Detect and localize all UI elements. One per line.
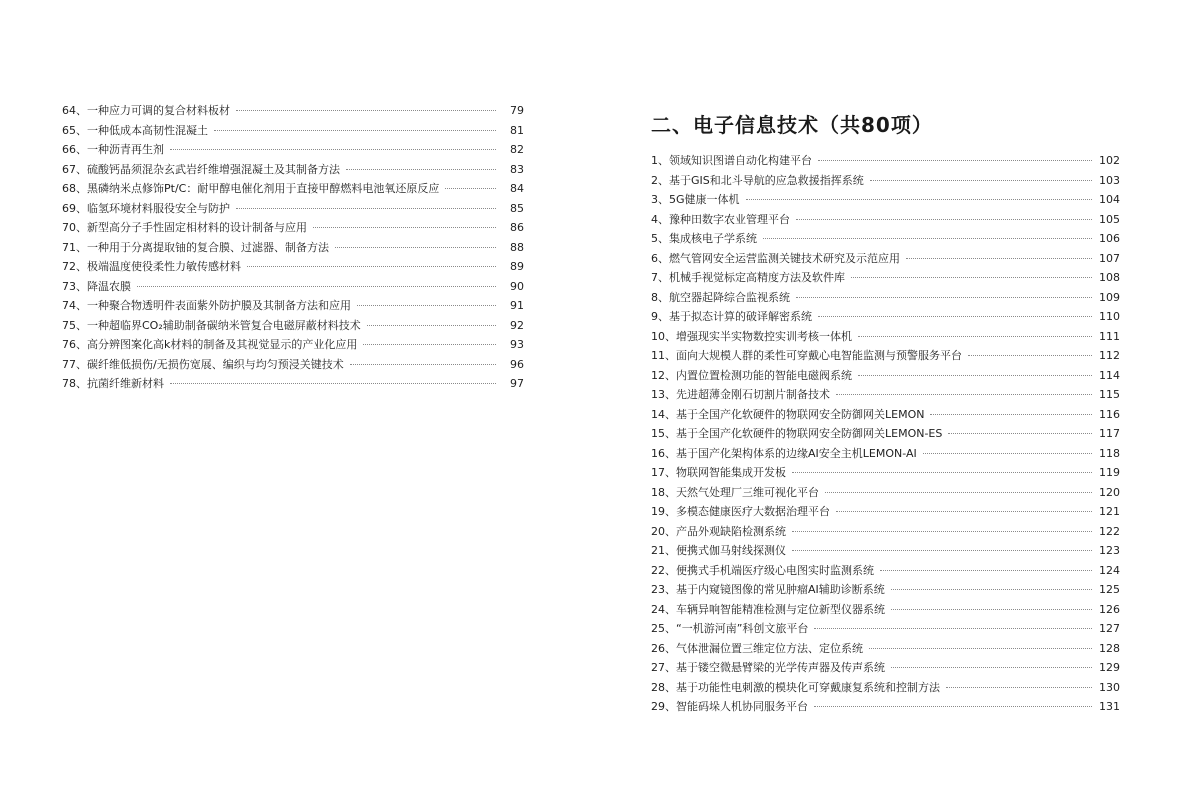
toc-entry-page-number: 88 bbox=[510, 240, 524, 254]
toc-entry[interactable] bbox=[62, 277, 524, 297]
toc-entry[interactable] bbox=[651, 580, 1120, 600]
toc-right-list bbox=[651, 151, 1120, 717]
dot-leader bbox=[836, 393, 1092, 395]
toc-entry-title: 28、基于功能性电刺激的模块化可穿戴康复系统和控制方法 bbox=[651, 680, 940, 694]
toc-entry[interactable] bbox=[651, 249, 1120, 269]
toc-entry-page-number: 104 bbox=[1099, 193, 1120, 206]
dot-leader bbox=[814, 627, 1092, 629]
toc-entry-page-number: 102 bbox=[1099, 154, 1120, 167]
toc-entry[interactable] bbox=[651, 444, 1120, 464]
toc-entry-title: 9、基于拟态计算的破译解密系统 bbox=[651, 310, 812, 323]
toc-entry-title: 3、5G健康一体机 bbox=[651, 193, 740, 206]
toc-entry-title: 17、物联网智能集成开发板 bbox=[651, 466, 786, 479]
toc-entry[interactable] bbox=[651, 190, 1120, 210]
toc-entry[interactable] bbox=[62, 316, 524, 336]
toc-entry-page-number: 105 bbox=[1099, 212, 1120, 226]
toc-entry-title: 8、航空器起降综合监视系统 bbox=[651, 290, 790, 304]
dot-leader bbox=[906, 257, 1092, 259]
toc-entry-page-number: 124 bbox=[1099, 563, 1120, 577]
dot-leader bbox=[445, 187, 496, 189]
toc-entry[interactable] bbox=[651, 346, 1120, 366]
toc-entry-title: 7、机械手视觉标定高精度方法及软件库 bbox=[651, 271, 845, 284]
toc-entry[interactable] bbox=[62, 257, 524, 277]
dot-leader bbox=[836, 510, 1092, 512]
dot-leader bbox=[214, 129, 496, 131]
toc-entry-page-number: 131 bbox=[1099, 700, 1120, 713]
toc-entry-title: 73、降温农膜 bbox=[62, 279, 131, 293]
toc-entry[interactable] bbox=[651, 697, 1120, 717]
toc-entry[interactable] bbox=[651, 385, 1120, 405]
toc-entry-page-number: 119 bbox=[1099, 466, 1120, 479]
toc-entry-page-number: 92 bbox=[510, 318, 524, 332]
toc-entry[interactable] bbox=[62, 355, 524, 375]
toc-entry-page-number: 91 bbox=[510, 299, 524, 312]
toc-entry[interactable] bbox=[651, 561, 1120, 581]
toc-entry-title: 5、集成核电子学系统 bbox=[651, 232, 757, 245]
dot-leader bbox=[858, 335, 1092, 337]
toc-entry[interactable] bbox=[62, 160, 524, 180]
toc-entry-page-number: 84 bbox=[510, 182, 524, 195]
toc-entry[interactable] bbox=[651, 424, 1120, 444]
toc-entry-title: 10、增强现实半实物数控实训考核一体机 bbox=[651, 329, 852, 343]
dot-leader bbox=[170, 382, 496, 384]
toc-entry[interactable] bbox=[651, 600, 1120, 620]
dot-leader bbox=[825, 491, 1092, 493]
toc-entry-page-number: 125 bbox=[1099, 583, 1120, 596]
toc-entry[interactable] bbox=[651, 541, 1120, 561]
toc-entry[interactable] bbox=[651, 327, 1120, 347]
toc-entry-title: 16、基于国产化架构体系的边缘AI安全主机LEMON-AI bbox=[651, 446, 917, 460]
toc-entry-title: 68、黑磷纳米点修饰Pt/C：耐甲醇电催化剂用于直接甲醇燃料电池氧还原反应 bbox=[62, 182, 440, 195]
toc-entry-page-number: 112 bbox=[1099, 349, 1120, 362]
toc-entry-title: 27、基于镂空微悬臂梁的光学传声器及传声系统 bbox=[651, 661, 885, 674]
dot-leader bbox=[858, 374, 1092, 376]
toc-entry[interactable] bbox=[651, 307, 1120, 327]
toc-entry-page-number: 97 bbox=[510, 377, 524, 390]
dot-leader bbox=[350, 363, 496, 365]
dot-leader bbox=[851, 276, 1092, 278]
toc-entry[interactable] bbox=[651, 658, 1120, 678]
toc-entry[interactable] bbox=[651, 678, 1120, 698]
dot-leader bbox=[923, 452, 1092, 454]
toc-entry-title: 71、一种用于分离提取铀的复合膜、过滤器、制备方法 bbox=[62, 240, 329, 254]
dot-leader bbox=[792, 530, 1092, 532]
dot-leader bbox=[335, 246, 496, 248]
dot-leader bbox=[948, 432, 1092, 434]
dot-leader bbox=[763, 237, 1092, 239]
toc-entry-title: 77、碳纤维低损伤/无损伤宽展、编织与均匀预浸关键技术 bbox=[62, 357, 344, 371]
toc-entry[interactable] bbox=[651, 210, 1120, 230]
toc-entry-title: 13、先进超薄金刚石切割片制备技术 bbox=[651, 388, 830, 401]
dot-leader bbox=[792, 549, 1092, 551]
toc-entry[interactable] bbox=[651, 463, 1120, 483]
toc-entry-page-number: 128 bbox=[1099, 641, 1120, 655]
toc-entry-page-number: 82 bbox=[510, 143, 524, 156]
dot-leader bbox=[796, 218, 1092, 220]
toc-entry-page-number: 83 bbox=[510, 162, 524, 176]
toc-entry[interactable] bbox=[62, 335, 524, 355]
toc-right-column bbox=[651, 110, 1120, 717]
dot-leader bbox=[247, 265, 496, 267]
toc-entry[interactable] bbox=[62, 121, 524, 141]
dot-leader bbox=[818, 315, 1092, 317]
toc-entry-page-number: 122 bbox=[1099, 524, 1120, 538]
dot-leader bbox=[137, 285, 496, 287]
toc-entry-title: 76、高分辨图案化高k材料的制备及其视觉显示的产业化应用 bbox=[62, 338, 358, 351]
toc-entry[interactable] bbox=[651, 483, 1120, 503]
dot-leader bbox=[869, 647, 1092, 649]
toc-entry[interactable] bbox=[651, 619, 1120, 639]
toc-entry-title: 18、天然气处理厂三维可视化平台 bbox=[651, 485, 819, 499]
toc-entry-page-number: 130 bbox=[1099, 680, 1120, 694]
toc-entry-page-number: 114 bbox=[1099, 368, 1120, 382]
dot-leader bbox=[236, 109, 496, 111]
toc-entry[interactable] bbox=[62, 140, 524, 160]
toc-entry-page-number: 108 bbox=[1099, 271, 1120, 284]
toc-entry-title: 69、临氢环境材料服役安全与防护 bbox=[62, 201, 230, 215]
toc-entry-title: 67、硫酸钙晶须混杂玄武岩纤维增强混凝土及其制备方法 bbox=[62, 162, 340, 176]
dot-leader bbox=[313, 226, 496, 228]
toc-entry-page-number: 111 bbox=[1099, 329, 1120, 343]
toc-entry-title: 4、豫种田数字农业管理平台 bbox=[651, 212, 790, 226]
toc-entry-title: 20、产品外观缺陷检测系统 bbox=[651, 524, 786, 538]
section-heading: 二、电子信息技术（共80项） bbox=[651, 113, 933, 137]
toc-entry-title: 23、基于内窥镜图像的常见肿瘤AI辅助诊断系统 bbox=[651, 583, 885, 596]
toc-entry-page-number: 110 bbox=[1099, 310, 1120, 323]
toc-entry-title: 26、气体泄漏位置三维定位方法、定位系统 bbox=[651, 641, 863, 655]
dot-leader bbox=[357, 304, 496, 306]
toc-left-column bbox=[62, 101, 524, 394]
toc-entry-page-number: 89 bbox=[510, 260, 524, 273]
toc-entry-page-number: 109 bbox=[1099, 290, 1120, 304]
toc-entry-page-number: 86 bbox=[510, 221, 524, 234]
dot-leader bbox=[968, 354, 1092, 356]
dot-leader bbox=[880, 569, 1092, 571]
toc-entry[interactable] bbox=[62, 374, 524, 394]
toc-entry-title: 12、内置位置检测功能的智能电磁阀系统 bbox=[651, 368, 852, 382]
toc-entry-title: 75、一种超临界CO₂辅助制备碳纳米管复合电磁屏蔽材料技术 bbox=[62, 318, 361, 332]
toc-entry[interactable] bbox=[651, 366, 1120, 386]
toc-entry-page-number: 117 bbox=[1099, 427, 1120, 440]
toc-entry[interactable] bbox=[651, 288, 1120, 308]
toc-entry-title: 29、智能码垛人机协同服务平台 bbox=[651, 700, 808, 713]
dot-leader bbox=[946, 686, 1092, 688]
toc-entry-title: 74、一种聚合物透明件表面紫外防护膜及其制备方法和应用 bbox=[62, 299, 351, 312]
toc-entry[interactable] bbox=[651, 405, 1120, 425]
toc-entry-page-number: 106 bbox=[1099, 232, 1120, 245]
toc-entry[interactable] bbox=[62, 179, 524, 199]
toc-entry-title: 6、燃气管网安全运营监测关键技术研究及示范应用 bbox=[651, 251, 900, 265]
toc-entry[interactable] bbox=[651, 229, 1120, 249]
toc-entry-page-number: 127 bbox=[1099, 622, 1120, 635]
toc-entry-title: 24、车辆异响智能精准检测与定位新型仪器系统 bbox=[651, 602, 885, 616]
toc-entry-title: 19、多模态健康医疗大数据治理平台 bbox=[651, 505, 830, 518]
toc-entry-page-number: 85 bbox=[510, 201, 524, 215]
toc-entry-page-number: 120 bbox=[1099, 485, 1120, 499]
dot-leader bbox=[170, 148, 496, 150]
toc-entry-title: 70、新型高分子手性固定相材料的设计制备与应用 bbox=[62, 221, 307, 234]
toc-entry-page-number: 121 bbox=[1099, 505, 1120, 518]
dot-leader bbox=[796, 296, 1092, 298]
toc-entry[interactable] bbox=[62, 218, 524, 238]
toc-entry-page-number: 79 bbox=[510, 104, 524, 117]
toc-entry-title: 78、抗菌纤维新材料 bbox=[62, 377, 164, 390]
toc-entry-page-number: 81 bbox=[510, 123, 524, 137]
dot-leader bbox=[870, 179, 1092, 181]
toc-entry-page-number: 103 bbox=[1099, 173, 1120, 187]
toc-entry-page-number: 90 bbox=[510, 279, 524, 293]
dot-leader bbox=[746, 198, 1092, 200]
toc-entry-title: 11、面向大规模人群的柔性可穿戴心电智能监测与预警服务平台 bbox=[651, 349, 962, 362]
dot-leader bbox=[236, 207, 496, 209]
toc-entry-page-number: 123 bbox=[1099, 544, 1120, 557]
toc-entry-page-number: 115 bbox=[1099, 388, 1120, 401]
toc-entry[interactable] bbox=[651, 268, 1120, 288]
toc-entry[interactable] bbox=[651, 151, 1120, 171]
toc-entry[interactable] bbox=[62, 296, 524, 316]
toc-entry-page-number: 129 bbox=[1099, 661, 1120, 674]
toc-entry-title: 66、一种沥青再生剂 bbox=[62, 143, 164, 156]
toc-entry-page-number: 116 bbox=[1099, 407, 1120, 421]
toc-entry[interactable] bbox=[62, 101, 524, 121]
dot-leader bbox=[891, 666, 1092, 668]
dot-leader bbox=[930, 413, 1092, 415]
dot-leader bbox=[891, 608, 1092, 610]
dot-leader bbox=[814, 705, 1092, 707]
dot-leader bbox=[346, 168, 496, 170]
toc-entry-title: 21、便携式伽马射线探测仪 bbox=[651, 544, 786, 557]
toc-entry-page-number: 93 bbox=[510, 338, 524, 351]
toc-entry-page-number: 118 bbox=[1099, 446, 1120, 460]
toc-entry-page-number: 126 bbox=[1099, 602, 1120, 616]
toc-entry[interactable] bbox=[651, 639, 1120, 659]
toc-entry-title: 15、基于全国产化软硬件的物联网安全防御网关LEMON-ES bbox=[651, 427, 943, 440]
dot-leader bbox=[818, 159, 1092, 161]
toc-entry[interactable] bbox=[651, 522, 1120, 542]
toc-entry[interactable] bbox=[62, 238, 524, 258]
toc-entry-title: 72、极端温度使役柔性力敏传感材料 bbox=[62, 260, 241, 273]
dot-leader bbox=[792, 471, 1092, 473]
toc-entry-page-number: 96 bbox=[510, 357, 524, 371]
toc-entry-title: 64、一种应力可调的复合材料板材 bbox=[62, 104, 230, 117]
toc-entry[interactable] bbox=[651, 171, 1120, 191]
toc-entry-title: 25、“一机游河南”科创文旅平台 bbox=[651, 622, 809, 635]
toc-entry-title: 1、领域知识图谱自动化构建平台 bbox=[651, 154, 812, 167]
toc-entry-title: 22、便携式手机端医疗级心电图实时监测系统 bbox=[651, 563, 874, 577]
toc-entry[interactable] bbox=[62, 199, 524, 219]
toc-entry-title: 65、一种低成本高韧性混凝土 bbox=[62, 123, 208, 137]
dot-leader bbox=[891, 588, 1092, 590]
toc-entry[interactable] bbox=[651, 502, 1120, 522]
dot-leader bbox=[367, 324, 496, 326]
dot-leader bbox=[363, 343, 496, 345]
toc-entry-title: 2、基于GIS和北斗导航的应急救援指挥系统 bbox=[651, 173, 864, 187]
toc-entry-page-number: 107 bbox=[1099, 251, 1120, 265]
toc-entry-title: 14、基于全国产化软硬件的物联网安全防御网关LEMON bbox=[651, 407, 925, 421]
